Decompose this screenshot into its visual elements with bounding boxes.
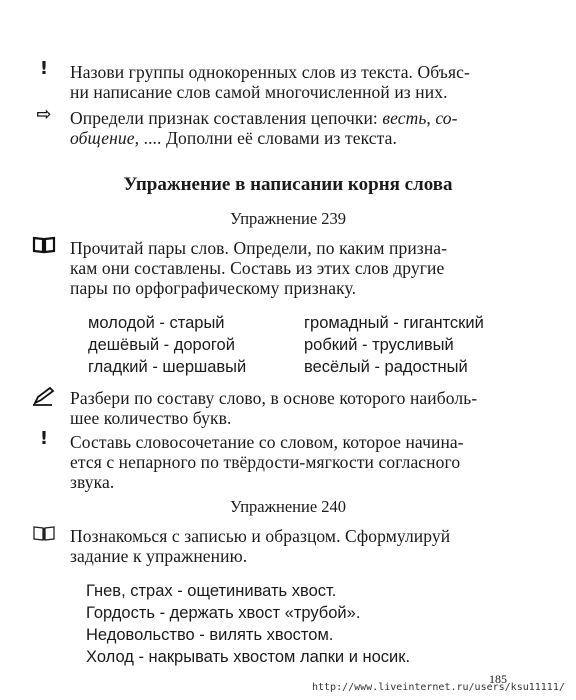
exercise-239-title: Упражнение 239 bbox=[229, 209, 347, 228]
exercise-240-title: Упражнение 240 bbox=[229, 497, 347, 516]
text-line: шее количество букв. bbox=[70, 408, 232, 428]
text-line bbox=[70, 128, 510, 148]
exclamation-icon: ! bbox=[39, 58, 49, 79]
text-line: Познакомься с записью и образцом. Сформулируй bbox=[70, 526, 451, 546]
example-line: Недовольство - вилять хвостом. bbox=[86, 626, 334, 644]
open-book-icon bbox=[30, 524, 58, 547]
text-fragment: , .... Дополни её словами из текста. bbox=[134, 128, 397, 148]
watermark-url: http://www.liveinternet.ru/users/ksu11111/ bbox=[312, 682, 565, 693]
word-pairs-left bbox=[88, 312, 246, 378]
exclamation-icon: ! bbox=[39, 428, 49, 449]
example-line: Гордость - держать хвост «трубой». bbox=[86, 604, 361, 622]
ex240-examples bbox=[86, 580, 410, 668]
word-pair: дешёвый - дорогой bbox=[88, 336, 235, 354]
word-pair: робкий - трусливый bbox=[304, 336, 454, 354]
ex239-instruction bbox=[70, 238, 510, 298]
word-pairs-right bbox=[304, 312, 484, 378]
text-line: задание к упражнению. bbox=[70, 546, 248, 566]
word-pair: весёлый - радостный bbox=[304, 358, 468, 376]
word-pair: молодой - старый bbox=[88, 314, 225, 332]
text-line: Назови группы однокоренных слов из текста. Объяс- bbox=[70, 62, 470, 82]
section-title: Упражнение в написании корня слова bbox=[123, 174, 453, 195]
example-line: Гнев, страх - ощетинивать хвост. bbox=[86, 582, 337, 600]
word-pair: громадный - гигантский bbox=[304, 314, 484, 332]
ex240-instruction bbox=[70, 526, 510, 566]
text-line: звука. bbox=[70, 472, 115, 492]
example-line: Холод - накрывать хвостом лапки и носик. bbox=[86, 648, 411, 666]
task-morpheme-analysis bbox=[70, 388, 510, 428]
text-line bbox=[70, 108, 510, 128]
text-line: ни написание слов самой многочисленной из них. bbox=[70, 82, 448, 102]
text-line: кам они составлены. Составь из этих слов другие bbox=[70, 258, 445, 278]
text-line: Прочитай пары слов. Определи, по каким призна- bbox=[70, 238, 448, 258]
italic-fragment: общение bbox=[70, 128, 135, 148]
task-find-word-groups bbox=[70, 62, 510, 102]
italic-fragment: весть, со- bbox=[382, 108, 458, 128]
task-word-combination bbox=[70, 432, 510, 492]
text-fragment: Определи признак составления цепочки: bbox=[70, 108, 383, 128]
page-number: 185 bbox=[489, 672, 507, 686]
book-icon bbox=[30, 236, 58, 259]
text-line: пары по орфографическому признаку. bbox=[70, 278, 357, 298]
text-line: Составь словосочетание со словом, которое начина- bbox=[70, 432, 464, 452]
arrow-icon: ⇨ bbox=[36, 104, 52, 125]
task-chain-sign bbox=[70, 108, 510, 148]
text-line: Разбери по составу слово, в основе которого наиболь- bbox=[70, 388, 478, 408]
pencil-icon bbox=[30, 386, 58, 411]
word-pair: гладкий - шершавый bbox=[88, 358, 247, 376]
text-line: ется с непарного по твёрдости-мягкости согласного bbox=[70, 452, 461, 472]
